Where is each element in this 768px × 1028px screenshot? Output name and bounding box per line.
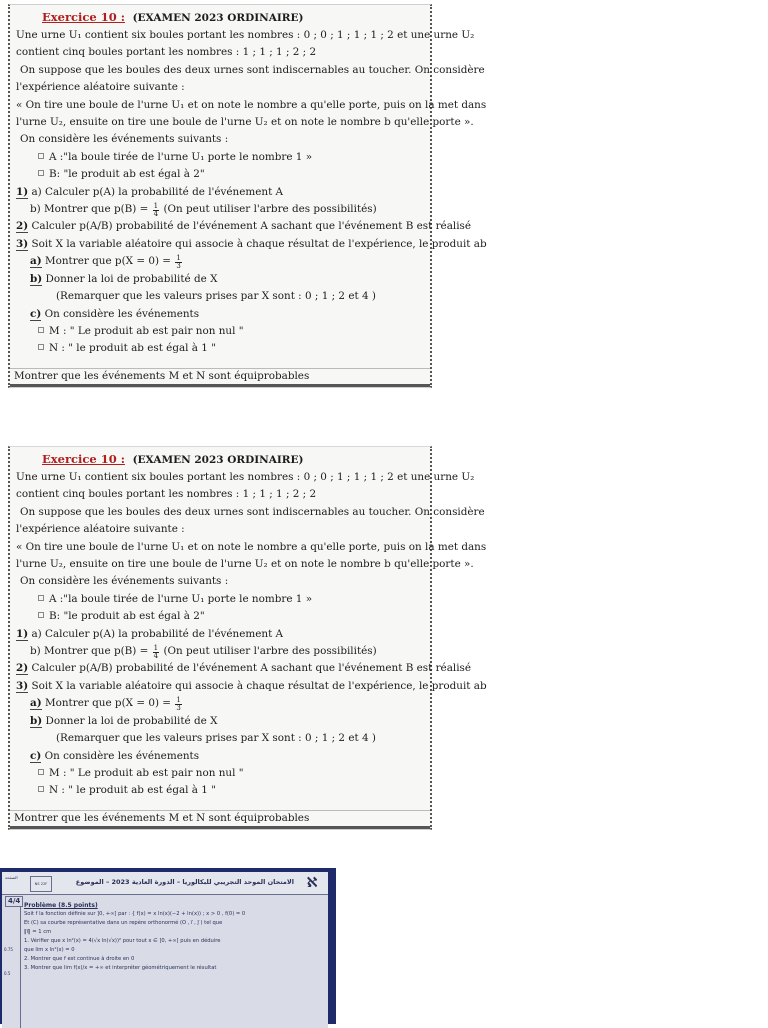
question-letter: a) bbox=[30, 255, 42, 268]
fraction-numerator: 1 bbox=[176, 254, 181, 263]
question-letter: c) bbox=[30, 749, 42, 762]
question-1b-hint: (On peut utiliser l'arbre des possibilités) bbox=[163, 203, 377, 216]
exam-sheet bbox=[2, 872, 328, 1028]
intro-line: l'urne U₂, ensuite on tire une boule de l'urne U₂ et on note le nombre b qu'elle porte ». bbox=[16, 558, 474, 571]
intro-line: l'urne U₂, ensuite on tire une boule de l'urne U₂ et on note le nombre b qu'elle porte ». bbox=[16, 116, 474, 129]
question-3b-note: (Remarquer que les valeurs prises par X sont : 0 ; 1 ; 2 et 4 ) bbox=[56, 290, 376, 303]
exercise-card-top bbox=[8, 4, 487, 388]
mark-value: 0.75 bbox=[4, 947, 13, 952]
exam-sheet-photo bbox=[0, 868, 336, 1024]
intro-line: On suppose que les boules des deux urnes sont indiscernables au toucher. On considère bbox=[20, 505, 485, 518]
intro-line: « On tire une boule de l'urne U₁ et on note le nombre a qu'elle porte, puis on la met dans bbox=[16, 98, 487, 111]
question-3a bbox=[16, 253, 424, 270]
event-m-text: M : " Le produit ab est pair non nul " bbox=[49, 324, 244, 337]
event-m bbox=[16, 765, 424, 782]
question-letter: a) bbox=[30, 697, 42, 710]
question-3b-text: Donner la loi de probabilité de X bbox=[45, 714, 218, 727]
bullet-icon bbox=[38, 344, 44, 350]
problem-line: Soit f la fonction définie sur ]0, +∞[ par : { f(x) = x ln(x)(−2 + ln(x)) ; x > 0 , f(0) = 0 bbox=[24, 911, 246, 917]
exam-logo-icon: ℵ bbox=[306, 875, 318, 891]
question-3-text: Soit X la variable aléatoire qui associe à chaque résultat de l'expérience, le produit ab bbox=[31, 679, 487, 692]
event-b-text: B: "le produit ab est égal à 2" bbox=[49, 610, 205, 623]
exam-sheet-header bbox=[2, 872, 328, 895]
question-letter: c) bbox=[30, 307, 42, 320]
question-3a bbox=[16, 695, 424, 712]
exercise-card-bottom bbox=[8, 446, 487, 830]
exercise-title-row bbox=[16, 9, 424, 27]
fraction bbox=[153, 645, 159, 660]
question-number: 1) bbox=[16, 185, 29, 198]
question-2-text: Calculer p(A/B) probabilité de l'événement A sachant que l'événement B est réalisé bbox=[31, 220, 472, 233]
exercise-title-row bbox=[16, 451, 424, 469]
event-b-text: B: "le produit ab est égal à 2" bbox=[49, 168, 205, 181]
question-1a-text: a) Calculer p(A) la probabilité de l'événement A bbox=[31, 627, 284, 640]
event-a-text: A :"la boule tirée de l'urne U₁ porte le nombre 1 » bbox=[49, 592, 313, 605]
exam-tag: (EXAMEN 2023 ORDINAIRE) bbox=[132, 12, 304, 24]
question-number: 2) bbox=[16, 220, 29, 233]
question-3c bbox=[16, 748, 424, 765]
intro-line: l'expérience aléatoire suivante : bbox=[16, 81, 185, 94]
question-3b bbox=[16, 271, 424, 288]
question-2-text: Calculer p(A/B) probabilité de l'événement A sachant que l'événement B est réalisé bbox=[31, 662, 472, 675]
exercise-title: Exercice 10 : bbox=[42, 452, 125, 466]
fraction-denominator: 4 bbox=[153, 210, 159, 219]
question-1b bbox=[16, 201, 424, 218]
bullet-icon bbox=[38, 170, 44, 176]
question-3 bbox=[16, 678, 487, 695]
fraction bbox=[153, 203, 159, 218]
question-1a bbox=[16, 184, 424, 201]
marks-column bbox=[2, 906, 21, 1028]
intro-line: « On tire une boule de l'urne U₁ et on note le nombre a qu'elle porte, puis on la met dans bbox=[16, 540, 487, 553]
question-3a-text: Montrer que p(X = 0) = bbox=[44, 255, 172, 268]
event-m-text: M : " Le produit ab est pair non nul " bbox=[49, 766, 244, 779]
page-number: 4/4 bbox=[5, 896, 23, 907]
question-3b-text: Donner la loi de probabilité de X bbox=[45, 272, 218, 285]
bullet-icon bbox=[38, 595, 44, 601]
fraction bbox=[175, 255, 181, 270]
fraction-numerator: 1 bbox=[153, 202, 159, 211]
bullet-icon bbox=[38, 612, 44, 618]
question-3c-text: On considère les événements bbox=[44, 307, 200, 320]
question-3 bbox=[16, 236, 487, 253]
fraction-denominator: 3 bbox=[176, 262, 181, 271]
event-n-text: N : " le produit ab est égal à 1 " bbox=[49, 784, 216, 797]
exam-sheet-body bbox=[24, 902, 324, 974]
question-1a bbox=[16, 626, 424, 643]
event-n bbox=[16, 340, 424, 357]
event-a-text: A :"la boule tirée de l'urne U₁ porte le nombre 1 » bbox=[49, 150, 313, 163]
question-2 bbox=[16, 660, 472, 677]
fraction-denominator: 3 bbox=[176, 704, 181, 713]
question-3b bbox=[16, 713, 424, 730]
question-3a-text: Montrer que p(X = 0) = bbox=[44, 697, 172, 710]
question-number: 2) bbox=[16, 662, 29, 675]
fraction-numerator: 1 bbox=[176, 696, 181, 705]
question-1b-text: b) Montrer que p(B) = bbox=[30, 645, 149, 658]
exam-header-text: الامتحان الموحد التجريبي للبكالوريا – الدورة العادية 2023 – الموضوع bbox=[75, 878, 294, 886]
intro-line: On considère les événements suivants : bbox=[20, 133, 229, 146]
bullet-icon bbox=[38, 769, 44, 775]
question-3b-note: (Remarquer que les valeurs prises par X sont : 0 ; 1 ; 2 et 4 ) bbox=[56, 732, 376, 745]
final-question: Montrer que les événements M et N sont équiprobables bbox=[10, 368, 430, 387]
question-1b-hint: (On peut utiliser l'arbre des possibilités) bbox=[163, 645, 377, 658]
question-number: 3) bbox=[16, 237, 29, 250]
problem-line: ‖i⃗‖ = 1 cm bbox=[24, 929, 52, 935]
exercise-title: Exercice 10 : bbox=[42, 10, 125, 24]
problem-title: Problème (8.5 points) bbox=[24, 902, 98, 909]
event-b bbox=[16, 608, 424, 625]
event-n-text: N : " le produit ab est égal à 1 " bbox=[49, 342, 216, 355]
event-b bbox=[16, 166, 424, 183]
intro-line: On suppose que les boules des deux urnes sont indiscernables au toucher. On considère bbox=[20, 63, 485, 76]
question-3-text: Soit X la variable aléatoire qui associe à chaque résultat de l'expérience, le produit ab bbox=[31, 237, 487, 250]
bullet-icon bbox=[38, 786, 44, 792]
problem-line: que lim x ln²(x) = 0 bbox=[24, 947, 75, 953]
mark-value: 0.5 bbox=[4, 971, 11, 976]
exam-code: NS 22F bbox=[30, 876, 52, 892]
event-a bbox=[16, 149, 424, 166]
exam-tag: (EXAMEN 2023 ORDINAIRE) bbox=[132, 454, 304, 466]
event-m bbox=[16, 323, 424, 340]
question-1a-text: a) Calculer p(A) la probabilité de l'événement A bbox=[31, 185, 284, 198]
question-number: 1) bbox=[16, 627, 29, 640]
event-a bbox=[16, 591, 424, 608]
bullet-icon bbox=[38, 153, 44, 159]
page-label: الصفحة bbox=[5, 875, 18, 880]
question-3c-text: On considère les événements bbox=[44, 749, 200, 762]
intro-line: Une urne U₁ contient six boules portant les nombres : 0 ; 0 ; 1 ; 1 ; 1 ; 2 et une urne U₂ bbox=[16, 471, 475, 483]
question-1b-text: b) Montrer que p(B) = bbox=[30, 203, 149, 216]
problem-line: 3. Montrer que lim f(x)/x = +∞ et interpréter géométriquement le résultat bbox=[24, 965, 217, 971]
intro-line: On considère les événements suivants : bbox=[20, 575, 229, 588]
bullet-icon bbox=[38, 327, 44, 333]
question-1b bbox=[16, 643, 424, 660]
problem-line: Et (C) sa courbe représentative dans un repère orthonormé (O , i⃗ , j⃗ ) tel que bbox=[24, 920, 223, 926]
event-n bbox=[16, 782, 424, 799]
question-2 bbox=[16, 218, 472, 235]
problem-line: 1. Vérifier que x ln²(x) = 4(√x ln(√x))² pour tout x ∈ ]0, +∞[ puis en déduire bbox=[24, 938, 221, 944]
fraction-denominator: 4 bbox=[153, 652, 159, 661]
question-letter: b) bbox=[30, 272, 43, 285]
intro-line: l'expérience aléatoire suivante : bbox=[16, 523, 185, 536]
intro-line: contient cinq boules portant les nombres : 1 ; 1 ; 1 ; 2 ; 2 bbox=[16, 46, 317, 59]
question-3c bbox=[16, 306, 424, 323]
question-number: 3) bbox=[16, 679, 29, 692]
intro-line: Une urne U₁ contient six boules portant les nombres : 0 ; 0 ; 1 ; 1 ; 1 ; 2 et une urne U₂ bbox=[16, 29, 475, 41]
fraction-numerator: 1 bbox=[153, 644, 159, 653]
fraction bbox=[175, 697, 181, 712]
problem-line: 2. Montrer que f est continue à droite en 0 bbox=[24, 956, 135, 962]
question-letter: b) bbox=[30, 714, 43, 727]
final-question: Montrer que les événements M et N sont équiprobables bbox=[10, 810, 430, 829]
intro-line: contient cinq boules portant les nombres : 1 ; 1 ; 1 ; 2 ; 2 bbox=[16, 488, 317, 501]
